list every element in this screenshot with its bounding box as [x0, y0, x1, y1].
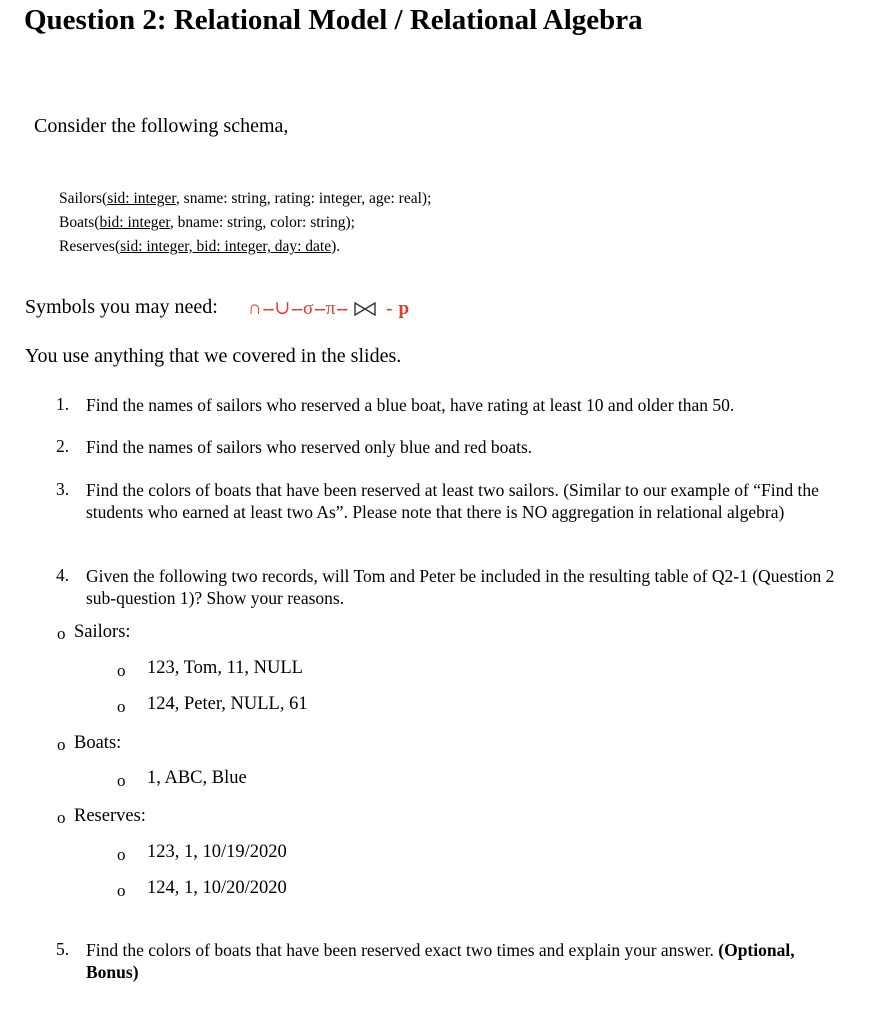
symbol-separator: --	[291, 297, 302, 319]
bullet-marker: o	[117, 697, 126, 716]
symbol-separator: --	[336, 297, 348, 319]
schema-sailors-name: Sailors(	[59, 190, 108, 207]
question-number: 2.	[56, 436, 70, 456]
bullet-marker: o	[117, 845, 126, 864]
schema-reserves-key: sid: integer, bid: integer, day: date	[120, 238, 332, 255]
schema-boats-name: Boats(	[59, 214, 100, 231]
schema-sailors-key: sid: integer	[107, 190, 176, 207]
reserve-record: 124, 1, 10/20/2020	[147, 878, 287, 898]
question-5-main: Find the colors of boats that have been reserved exact two times and explain your answer.	[86, 940, 719, 960]
sailor-record: 123, Tom, 11, NULL	[147, 658, 303, 678]
schema-sailors	[59, 190, 431, 208]
bullet-marker: o	[57, 808, 66, 827]
question-5-bonus: (Optional, Bonus)	[86, 940, 795, 982]
question-1-text: Find the names of sailors who reserved a blue boat, have rating at least 10 and older than 50.	[86, 395, 735, 415]
question-2-text: Find the names of sailors who reserved only blue and red boats.	[86, 437, 533, 457]
bullet-marker: o	[117, 661, 126, 680]
reserve-record: 123, 1, 10/19/2020	[147, 842, 287, 862]
section-boats-label: Boats:	[74, 733, 122, 753]
section-sailors-label: Sailors:	[74, 622, 131, 642]
union-symbol: ∪	[274, 298, 291, 319]
question-4-text: Given the following two records, will Tom and Peter be included in the resulting table of Q2-1 (Question 2 sub-question 1)? Show your reasons.	[86, 566, 835, 608]
question-number: 3.	[56, 479, 70, 499]
rho-symbol: p	[398, 297, 410, 319]
sigma-symbol: σ	[302, 297, 314, 319]
sailor-record: 124, Peter, NULL, 61	[147, 694, 308, 714]
schema-reserves	[59, 238, 340, 256]
schema-sailors-rest: , sname: string, rating: integer, age: real);	[175, 190, 432, 207]
bowtie-join-icon	[354, 302, 376, 316]
schema-reserves-rest: ).	[331, 238, 341, 255]
schema-boats-key: bid: integer	[99, 214, 170, 231]
schema-boats	[59, 214, 355, 232]
question-number: 4.	[56, 565, 70, 585]
rho-separator: -	[386, 297, 392, 319]
covered-note: You use anything that we covered in the slides.	[25, 345, 402, 367]
pi-symbol: π	[325, 297, 336, 319]
bullet-marker: o	[117, 881, 126, 900]
bullet-marker: o	[57, 624, 66, 643]
boat-record: 1, ABC, Blue	[147, 768, 247, 788]
question-5-text	[86, 939, 846, 983]
schema-boats-rest: , bname: string, color: string);	[169, 214, 355, 231]
question-number: 1.	[56, 394, 70, 414]
symbol-separator: --	[262, 297, 274, 319]
bullet-marker: o	[57, 735, 66, 754]
question-3-text: Find the colors of boats that have been reserved at least two sailors. (Similar to our example of “Find the students who earned at least two As”. Please note that there is NO aggregation in relational algebra)	[86, 480, 819, 522]
schema-reserves-name: Reserves(	[59, 238, 121, 255]
question-number: 5.	[56, 939, 70, 959]
intro-text: Consider the following schema,	[34, 115, 289, 137]
symbols-label: Symbols you may need:	[25, 296, 218, 318]
intersect-symbol: ∩	[248, 297, 262, 319]
bullet-marker: o	[117, 771, 126, 790]
page-title: Question 2: Relational Model / Relational Algebra	[24, 4, 643, 36]
section-reserves-label: Reserves:	[74, 806, 146, 826]
symbols-list	[248, 297, 409, 320]
symbol-separator: --	[314, 297, 325, 319]
